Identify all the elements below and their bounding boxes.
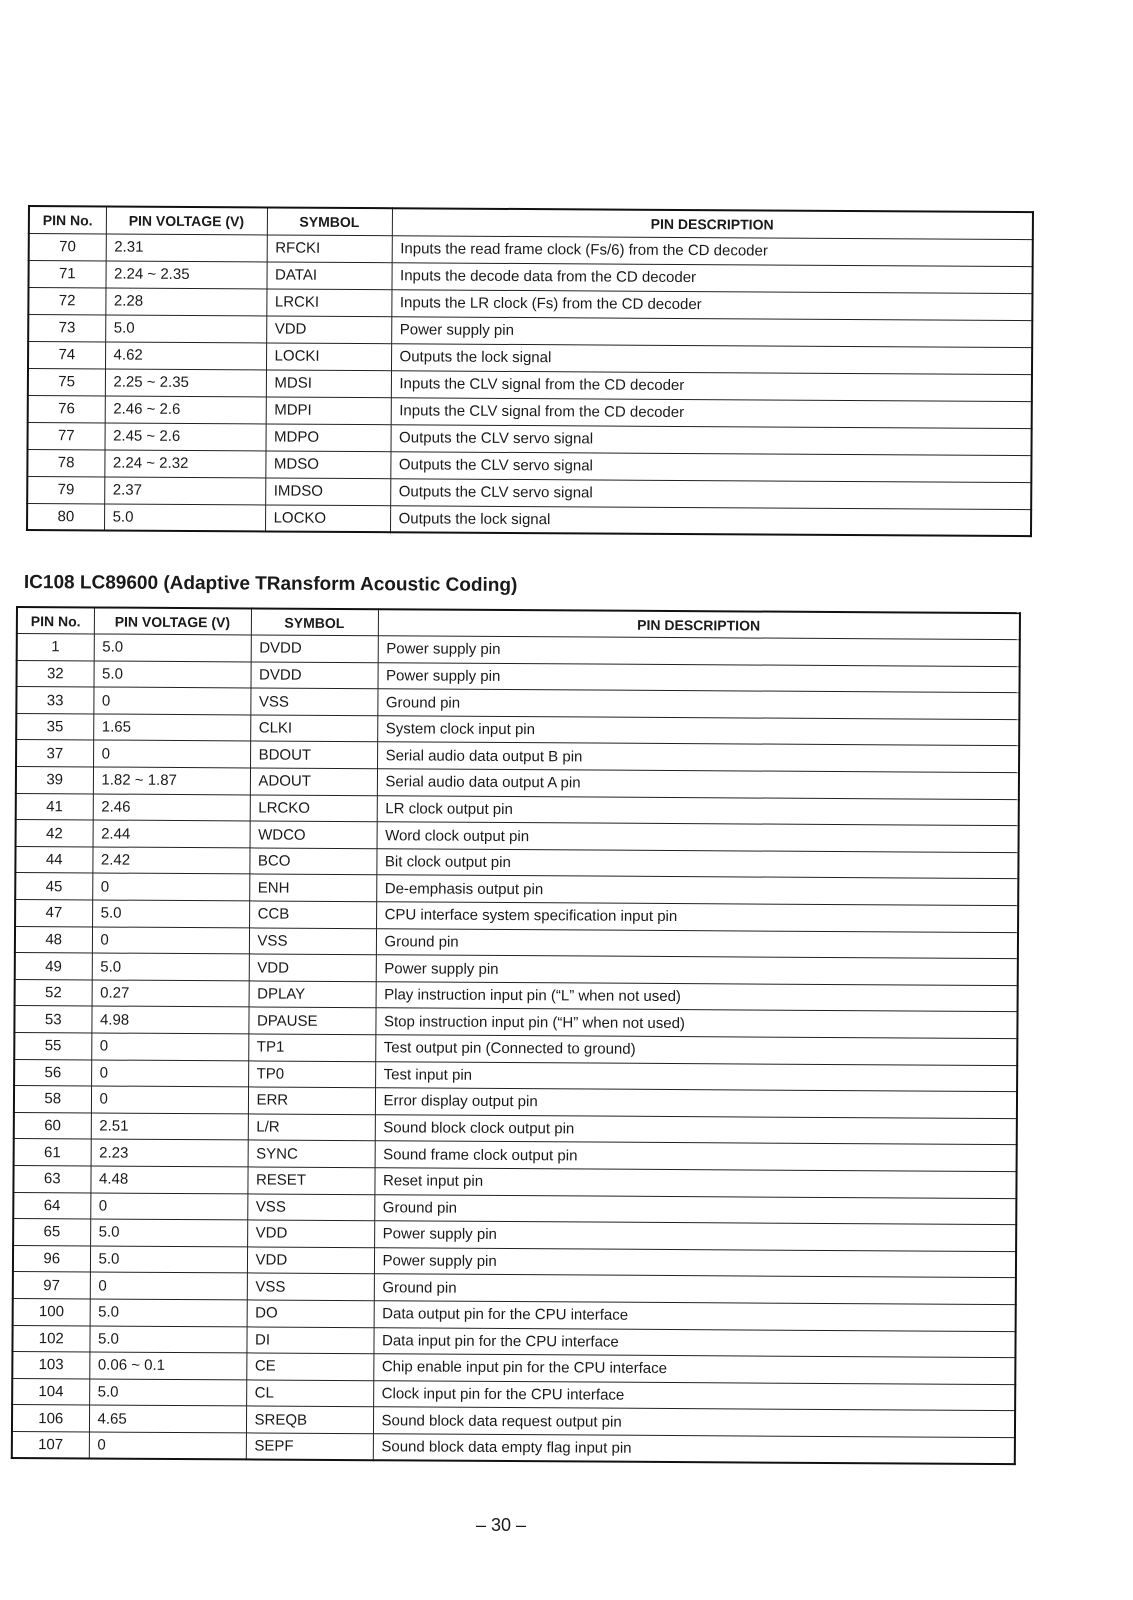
pin-description-cell: Stop instruction input pin (“H” when not used) bbox=[375, 1008, 1017, 1039]
header-pin-voltage: PIN VOLTAGE (V) bbox=[94, 607, 251, 635]
pin-number-cell: 80 bbox=[27, 503, 104, 530]
pin-description-cell: Data input pin for the CPU interface bbox=[373, 1327, 1015, 1358]
header-symbol: SYMBOL bbox=[251, 608, 378, 635]
pin-description-cell: Outputs the CLV servo signal bbox=[390, 478, 1031, 509]
pin-voltage-cell: 2.51 bbox=[91, 1113, 248, 1141]
header-pin-no: PIN No. bbox=[17, 607, 94, 634]
pin-voltage-cell: 0 bbox=[89, 1432, 246, 1460]
pin-description-cell: Test output pin (Connected to ground) bbox=[375, 1035, 1017, 1066]
pin-voltage-cell: 4.48 bbox=[90, 1166, 247, 1194]
pin-voltage-cell: 5.0 bbox=[105, 314, 266, 342]
symbol-cell: SYNC bbox=[248, 1140, 375, 1167]
pin-voltage-cell: 0 bbox=[92, 927, 249, 955]
pin-description-cell: Power supply pin bbox=[378, 636, 1020, 667]
pin-voltage-cell: 0 bbox=[91, 1060, 248, 1088]
pin-description-cell: Chip enable input pin for the CPU interface bbox=[373, 1354, 1015, 1385]
section-title: IC108 LC89600 (Adaptive TRansform Acoustic Coding) bbox=[23, 572, 518, 597]
pin-number-cell: 103 bbox=[12, 1352, 89, 1379]
pin-voltage-cell: 2.46 ~ 2.6 bbox=[105, 395, 266, 423]
symbol-cell: RFCKI bbox=[267, 234, 392, 262]
header-pin-voltage: PIN VOLTAGE (V) bbox=[106, 206, 267, 234]
pin-voltage-cell: 4.98 bbox=[91, 1006, 248, 1034]
symbol-cell: MDPI bbox=[266, 396, 391, 424]
symbol-cell: VSS bbox=[250, 688, 377, 715]
symbol-cell: SEPF bbox=[246, 1433, 373, 1460]
pin-voltage-cell: 0.27 bbox=[92, 980, 249, 1008]
pin-description-cell: Power supply pin bbox=[377, 662, 1019, 693]
pin-description-cell: Ground pin bbox=[376, 928, 1018, 959]
pin-description-cell: Play instruction input pin (“L” when not used) bbox=[376, 982, 1018, 1013]
pin-number-cell: 39 bbox=[16, 767, 93, 794]
symbol-cell: VDD bbox=[266, 315, 391, 343]
pin-number-cell: 49 bbox=[15, 953, 92, 980]
header-symbol: SYMBOL bbox=[267, 207, 392, 235]
pin-voltage-cell: 5.0 bbox=[90, 1299, 247, 1327]
pin-description-cell: Data output pin for the CPU interface bbox=[374, 1301, 1016, 1332]
symbol-cell: DPLAY bbox=[249, 981, 376, 1008]
symbol-cell: DVDD bbox=[251, 662, 378, 689]
pin-voltage-cell: 0 bbox=[91, 1086, 248, 1114]
pin-description-cell: Serial audio data output B pin bbox=[377, 742, 1019, 773]
pin-voltage-cell: 1.82 ~ 1.87 bbox=[93, 767, 250, 795]
pin-number-cell: 56 bbox=[14, 1059, 91, 1086]
pin-number-cell: 79 bbox=[27, 476, 104, 503]
symbol-cell: DI bbox=[246, 1326, 373, 1353]
pin-description-cell: Inputs the CLV signal from the CD decoder bbox=[391, 397, 1032, 428]
pin-description-cell: CPU interface system specification input pin bbox=[376, 902, 1018, 933]
pin-voltage-cell: 2.42 bbox=[92, 847, 249, 875]
symbol-cell: ADOUT bbox=[250, 768, 377, 795]
pin-description-cell: Outputs the lock signal bbox=[391, 343, 1032, 374]
pin-description-cell: Power supply pin bbox=[376, 955, 1018, 986]
pin-number-cell: 76 bbox=[28, 395, 105, 422]
pin-number-cell: 97 bbox=[13, 1272, 90, 1299]
pin-description-cell: Ground pin bbox=[377, 689, 1019, 720]
symbol-cell: CLKI bbox=[250, 715, 377, 742]
pin-description-cell: Power supply pin bbox=[374, 1221, 1016, 1252]
pin-description-cell: Sound frame clock output pin bbox=[375, 1141, 1017, 1172]
pin-voltage-cell: 2.44 bbox=[93, 820, 250, 848]
pin-number-cell: 48 bbox=[15, 926, 92, 953]
symbol-cell: BDOUT bbox=[250, 741, 377, 768]
pin-voltage-cell: 0 bbox=[93, 687, 250, 715]
symbol-cell: LRCKO bbox=[250, 795, 377, 822]
pin-number-cell: 45 bbox=[15, 873, 92, 900]
pin-description-cell: Inputs the CLV signal from the CD decoder bbox=[391, 370, 1032, 401]
pin-number-cell: 106 bbox=[12, 1405, 89, 1432]
pin-number-cell: 58 bbox=[14, 1086, 91, 1113]
pin-description-cell: Test input pin bbox=[375, 1061, 1017, 1092]
pin-number-cell: 35 bbox=[16, 713, 93, 740]
pin-table-1 bbox=[26, 205, 1034, 537]
pin-description-cell: Sound block clock output pin bbox=[375, 1114, 1017, 1145]
pin-voltage-cell: 5.0 bbox=[90, 1219, 247, 1247]
pin-number-cell: 73 bbox=[28, 314, 105, 341]
pin-description-cell: Ground pin bbox=[374, 1274, 1016, 1305]
pin-voltage-cell: 2.45 ~ 2.6 bbox=[105, 422, 266, 450]
pin-voltage-cell: 4.65 bbox=[89, 1405, 246, 1433]
symbol-cell: TP1 bbox=[248, 1034, 375, 1061]
pin-voltage-cell: 2.37 bbox=[104, 476, 265, 504]
pin-voltage-cell: 5.0 bbox=[94, 661, 251, 689]
pin-description-cell: Outputs the lock signal bbox=[390, 505, 1031, 536]
pin-number-cell: 63 bbox=[13, 1165, 90, 1192]
symbol-cell: VSS bbox=[247, 1193, 374, 1220]
symbol-cell: CL bbox=[246, 1380, 373, 1407]
pin-description-cell: Ground pin bbox=[374, 1194, 1016, 1225]
pin-number-cell: 64 bbox=[13, 1192, 90, 1219]
symbol-cell: MDSO bbox=[265, 450, 390, 478]
symbol-cell: TP0 bbox=[248, 1061, 375, 1088]
pin-description-cell: LR clock output pin bbox=[377, 795, 1019, 826]
symbol-cell: BCO bbox=[249, 848, 376, 875]
pin-voltage-cell: 2.31 bbox=[106, 233, 267, 261]
pin-number-cell: 60 bbox=[14, 1112, 91, 1139]
symbol-cell: DO bbox=[247, 1300, 374, 1327]
pin-voltage-cell: 5.0 bbox=[89, 1325, 246, 1353]
symbol-cell: VSS bbox=[249, 928, 376, 955]
pin-voltage-cell: 1.65 bbox=[93, 714, 250, 742]
header-pin-description: PIN DESCRIPTION bbox=[392, 208, 1033, 239]
pin-description-cell: Sound block data request output pin bbox=[373, 1407, 1015, 1438]
pin-number-cell: 74 bbox=[28, 341, 105, 368]
pin-number-cell: 96 bbox=[13, 1245, 90, 1272]
pin-description-cell: Word clock output pin bbox=[377, 822, 1019, 853]
pin-number-cell: 37 bbox=[16, 740, 93, 767]
pin-number-cell: 65 bbox=[13, 1219, 90, 1246]
pin-voltage-cell: 5.0 bbox=[92, 900, 249, 928]
symbol-cell: CCB bbox=[249, 901, 376, 928]
pin-description-cell: Inputs the decode data from the CD decoder bbox=[391, 262, 1032, 293]
symbol-cell: LOCKO bbox=[265, 504, 390, 532]
pin-description-cell: Inputs the read frame clock (Fs/6) from the CD decoder bbox=[392, 235, 1033, 266]
pin-number-cell: 61 bbox=[14, 1139, 91, 1166]
table-row bbox=[12, 1431, 1015, 1464]
pin-number-cell: 1 bbox=[17, 634, 94, 661]
pin-number-cell: 71 bbox=[28, 260, 105, 287]
symbol-cell: IMDSO bbox=[265, 477, 390, 505]
pin-description-cell: Error display output pin bbox=[375, 1088, 1017, 1119]
header-pin-description: PIN DESCRIPTION bbox=[378, 609, 1020, 640]
symbol-cell: MDSI bbox=[266, 369, 391, 397]
pin-number-cell: 52 bbox=[15, 979, 92, 1006]
pin-description-cell: Power supply pin bbox=[391, 316, 1032, 347]
symbol-cell: VDD bbox=[247, 1247, 374, 1274]
page-number: – 30 – bbox=[476, 1515, 527, 1535]
symbol-cell: DATAI bbox=[266, 261, 391, 289]
pin-voltage-cell: 2.23 bbox=[91, 1139, 248, 1167]
pin-number-cell: 78 bbox=[27, 449, 104, 476]
pin-description-cell: Outputs the CLV servo signal bbox=[391, 424, 1032, 455]
pin-description-cell: Outputs the CLV servo signal bbox=[390, 451, 1031, 482]
pin-description-cell: System clock input pin bbox=[377, 716, 1019, 747]
pin-description-cell: De-emphasis output pin bbox=[376, 875, 1018, 906]
pin-description-cell: Bit clock output pin bbox=[376, 849, 1018, 880]
pin-voltage-cell: 2.46 bbox=[93, 794, 250, 822]
symbol-cell: VSS bbox=[247, 1273, 374, 1300]
symbol-cell: VDD bbox=[249, 954, 376, 981]
pin-description-cell: Power supply pin bbox=[374, 1247, 1016, 1278]
symbol-cell: VDD bbox=[247, 1220, 374, 1247]
symbol-cell: SREQB bbox=[246, 1406, 373, 1433]
pin-voltage-cell: 0 bbox=[92, 873, 249, 901]
pin-voltage-cell: 5.0 bbox=[90, 1246, 247, 1274]
pin-voltage-cell: 0 bbox=[90, 1193, 247, 1221]
pin-number-cell: 44 bbox=[15, 846, 92, 873]
pin-voltage-cell: 5.0 bbox=[92, 953, 249, 981]
pin-voltage-cell: 5.0 bbox=[94, 634, 251, 662]
pin-number-cell: 75 bbox=[28, 368, 105, 395]
pin-number-cell: 41 bbox=[16, 793, 93, 820]
pin-voltage-cell: 4.62 bbox=[105, 341, 266, 369]
pin-description-cell: Serial audio data output A pin bbox=[377, 769, 1019, 800]
header-pin-no: PIN No. bbox=[29, 206, 106, 233]
symbol-cell: CE bbox=[246, 1353, 373, 1380]
pin-number-cell: 107 bbox=[12, 1431, 89, 1458]
pin-voltage-cell: 2.28 bbox=[105, 287, 266, 315]
pin-number-cell: 102 bbox=[12, 1325, 89, 1352]
pin-number-cell: 53 bbox=[14, 1006, 91, 1033]
pin-description-cell: Inputs the LR clock (Fs) from the CD decoder bbox=[391, 289, 1032, 320]
pin-number-cell: 55 bbox=[14, 1032, 91, 1059]
symbol-cell: DVDD bbox=[251, 635, 378, 662]
symbol-cell: ERR bbox=[248, 1087, 375, 1114]
symbol-cell: LOCKI bbox=[266, 342, 391, 370]
pin-description-cell: Clock input pin for the CPU interface bbox=[373, 1380, 1015, 1411]
symbol-cell: LRCKI bbox=[266, 288, 391, 316]
pin-number-cell: 42 bbox=[16, 820, 93, 847]
pin-number-cell: 104 bbox=[12, 1378, 89, 1405]
pin-voltage-cell: 0 bbox=[93, 740, 250, 768]
pin-voltage-cell: 2.24 ~ 2.32 bbox=[104, 449, 265, 477]
pin-voltage-cell: 2.24 ~ 2.35 bbox=[105, 260, 266, 288]
pin-number-cell: 72 bbox=[28, 287, 105, 314]
pin-number-cell: 100 bbox=[13, 1298, 90, 1325]
pin-number-cell: 77 bbox=[28, 422, 105, 449]
symbol-cell: WDCO bbox=[250, 821, 377, 848]
pin-description-cell: Reset input pin bbox=[374, 1168, 1016, 1199]
symbol-cell: RESET bbox=[247, 1167, 374, 1194]
pin-number-cell: 47 bbox=[15, 900, 92, 927]
pin-table-2 bbox=[11, 606, 1021, 1465]
symbol-cell: MDPO bbox=[266, 423, 391, 451]
pin-voltage-cell: 0 bbox=[91, 1033, 248, 1061]
pin-description-cell: Sound block data empty flag input pin bbox=[373, 1434, 1015, 1465]
table-row bbox=[27, 503, 1031, 536]
pin-number-cell: 70 bbox=[29, 233, 106, 260]
pin-number-cell: 33 bbox=[16, 687, 93, 714]
pin-voltage-cell: 2.25 ~ 2.35 bbox=[105, 368, 266, 396]
symbol-cell: L/R bbox=[248, 1114, 375, 1141]
symbol-cell: DPAUSE bbox=[248, 1007, 375, 1034]
pin-voltage-cell: 0.06 ~ 0.1 bbox=[89, 1352, 246, 1380]
pin-voltage-cell: 5.0 bbox=[89, 1379, 246, 1407]
pin-number-cell: 32 bbox=[17, 660, 94, 687]
pin-voltage-cell: 5.0 bbox=[104, 503, 265, 531]
pin-voltage-cell: 0 bbox=[90, 1272, 247, 1300]
symbol-cell: ENH bbox=[249, 874, 376, 901]
